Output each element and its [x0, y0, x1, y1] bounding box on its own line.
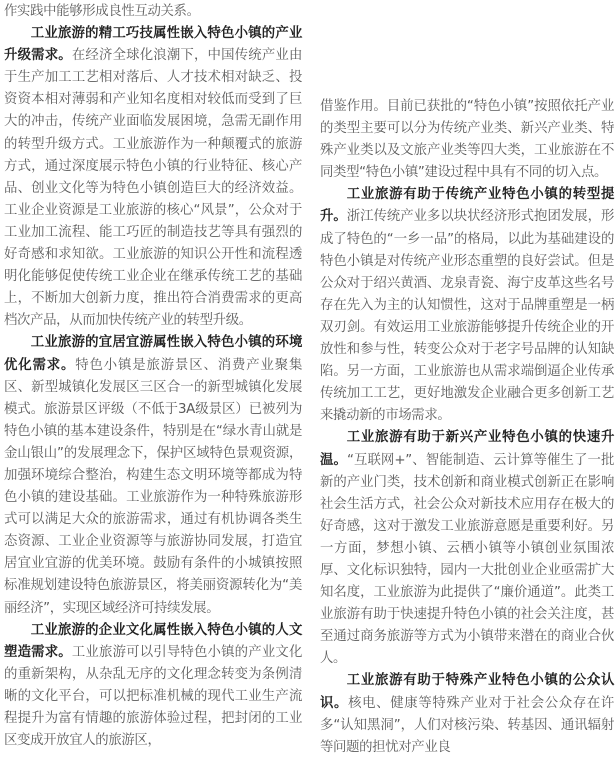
paragraph-heading: 工业旅游的企业文化属性嵌入特色小镇的人文塑造需求。	[4, 622, 302, 660]
paragraph-body: “互联网+”、智能制造、云计算等催生了一批新的产业门类，技术创新和商业模式创新正在影响社会生活方式，社会公众对新技术应用存在极大的好奇感，这对于激发工业旅游意愿是重要利好。另一方面，梦想小镇、云栖小镇等小镇创业氛围浓厚、文化标识独特，园内一大批创业企业亟需扩大知名度，工业旅游为此提供了“廉价通道”。此类工业旅游有助于快速提升特色小镇的社会关注度，甚至通过商务旅游等方式为小镇带来潜在的商业合伙人。	[320, 452, 614, 667]
paragraph-continuation	[320, 96, 614, 184]
paragraph-emerging-industry	[320, 427, 614, 670]
paragraph-heading: 工业旅游的宜居宜游属性嵌入特色小镇的环境优化需求。	[4, 335, 302, 373]
paragraph-continuation	[4, 1, 302, 23]
paragraph-body: 核电、健康等特殊产业对于社会公众存在许多“认知黑洞”，人们对核污染、转基因、通讯辐射等问题的担忧对产业良	[320, 695, 614, 755]
paragraph-heading: 工业旅游的精工巧技属性嵌入特色小镇的产业升级需求。	[4, 26, 302, 64]
paragraph-body: 特色小镇是旅游景区、消费产业聚集区、新型城镇化发展区三区合一的新型城镇化发展模式。旅游景区评级（不低于3A级景区）已被列为特色小镇的基本建设条件，特别是在“绿水青山就是金山银山”的发展理念下，保护区域特色景观资源，加强环境综合整治，构建生态文明环境等都成为特色小镇的建设基础。工业旅游作为一种特殊旅游形式可以满足大众的旅游需求，通过有机协调各类生态资源、工业企业资源等与旅游协同发展，打造宜居宜业宜游的优美环境。鼓励有条件的小城镇按照标准规划建设特色旅游景区，将美丽资源转化为“美丽经济”，实现区域经济可持续发展。	[4, 357, 303, 616]
paragraph-traditional-industry	[320, 184, 614, 427]
paragraph-industrial-upgrade	[4, 23, 302, 332]
paragraph-environment-optimization	[4, 332, 302, 619]
left-column	[4, 1, 302, 752]
paragraph-body: 工业旅游可以引导特色小镇的产业文化的重新架构，从杂乱无序的文化理念转变为条例清晰的文化平台，可以把标准机械的现代工业生产流程提升为富有情趣的旅游体验过程，把封闭的工业区变成开放宜人的旅游区，	[4, 644, 303, 749]
paragraph-body: 借鉴作用。目前已获批的“特色小镇”按照依托产业的类型主要可以分为传统产业类、新兴产业类、特殊产业类以及文旅产业类等四大类，工业旅游在不同类型“特色小镇”建设过程中具有不同的切入点。	[320, 99, 614, 181]
paragraph-body: 浙江传统产业多以块状经济形式抱团发展，形成了特色的“一乡一品”的格局，以此为基础建设的特色小镇是对传统产业形态重塑的良好尝试。但是公众对于绍兴黄酒、龙泉青瓷、海宁皮革这些名号存在先入为主的认知惯性，这对于品牌重塑是一柄双刃剑。有效运用工业旅游能够提升传统企业的开放性和参与性，转变公众对于老字号品牌的认知缺陷。另一方面，工业旅游也从需求端倒逼企业传承传统加工工艺，更好地激发企业融合更多创新工艺来撬动新的市场需求。	[320, 209, 614, 424]
paragraph-body: 在经济全球化浪潮下，中国传统产业由于生产加工工艺相对落后、人才技术相对缺乏、投资资本相对薄弱和产业知名度相对较低而受到了巨大的冲击，传统产业面临发展困境，急需无副作用的转型升级方式。工业旅游作为一种颠覆式的旅游方式，通过深度展示特色小镇的行业特征、核心产品、创业文化等为特色小镇创造巨大的经济效益。工业企业资源是工业旅游的核心“风景”，公众对于工业加工流程、能工巧匠的制造技艺等具有强烈的好奇感和求知欲。工业旅游的知识公开性和流程透明化能够促使传统工业企业在继承传统工艺的基础上，不断加大创新力度，推出符合消费需求的更高档次产品，从而加快传统产业的转型升级。	[4, 48, 303, 329]
paragraph-heading: 工业旅游有助于新兴产业特色小镇的快速升温。	[320, 430, 614, 468]
paragraph-heading: 工业旅游有助于传统产业特色小镇的转型提升。	[320, 187, 614, 225]
paragraph-heading: 工业旅游有助于特殊产业特色小镇的公众认识。	[320, 673, 614, 711]
paragraph-body: 作实践中能够形成良性互动关系。	[4, 4, 200, 19]
paragraph-humanistic-shaping	[4, 620, 302, 753]
paragraph-special-industry	[320, 670, 614, 758]
right-column	[320, 96, 614, 759]
